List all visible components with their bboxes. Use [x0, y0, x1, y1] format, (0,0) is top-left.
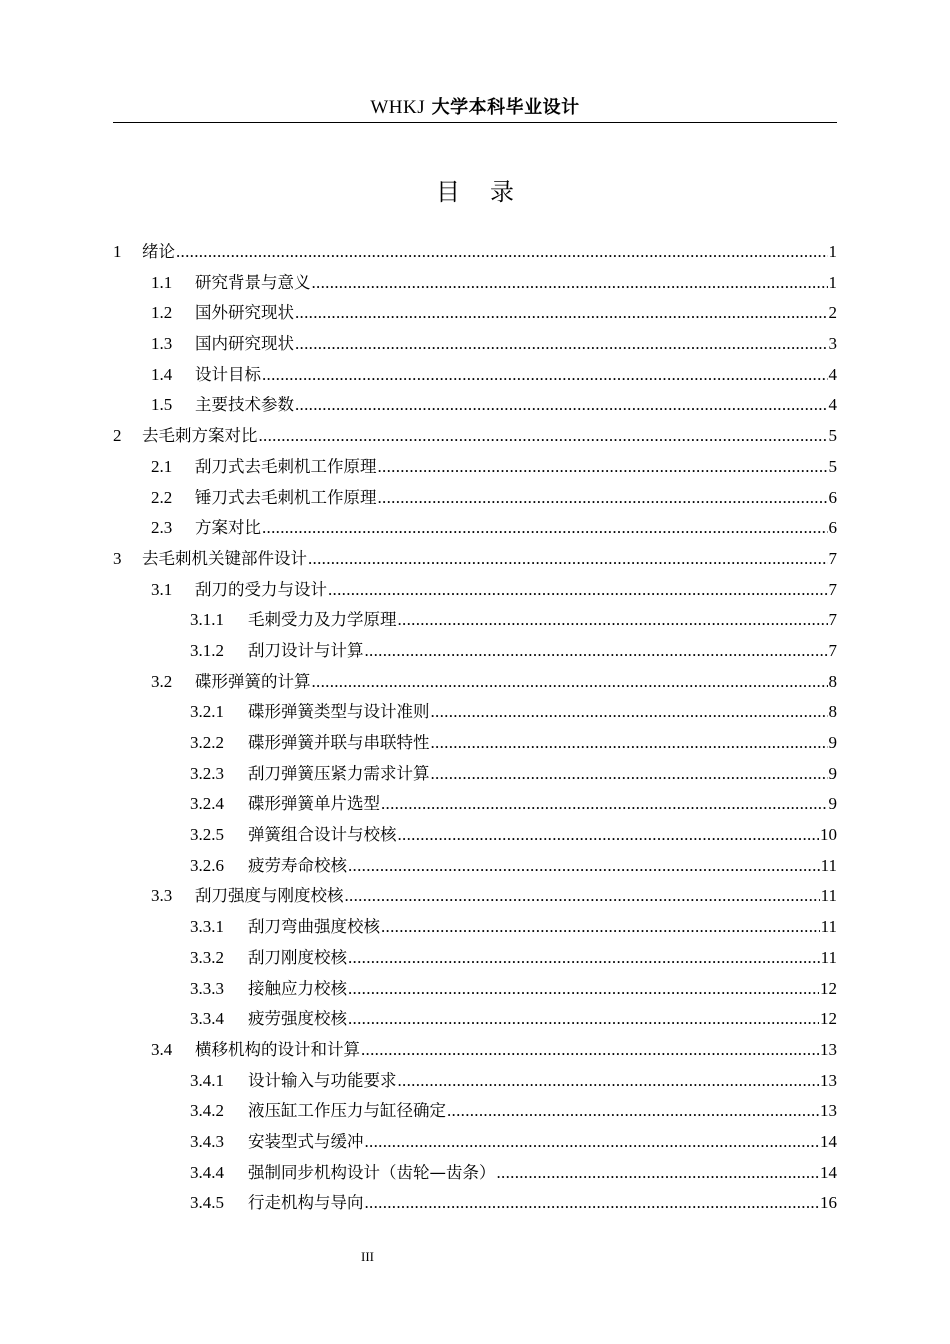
toc-entry[interactable] [113, 1066, 837, 1097]
toc-entry-label: 碟形弹簧单片选型 [248, 794, 380, 814]
toc-entry-number: 3.3.4 [190, 1009, 224, 1029]
toc-entry-page: 7 [828, 640, 837, 660]
toc-entry-page: 5 [828, 456, 837, 476]
toc-entry-label: 去毛刺机关键部件设计 [142, 548, 307, 568]
toc-entry-label: 国外研究现状 [195, 303, 294, 323]
toc-entry-label: 绪论 [142, 242, 175, 261]
toc-entry-page: 11 [820, 947, 837, 967]
toc-entry-page: 1 [828, 242, 837, 261]
toc-entry-page: 3 [828, 334, 837, 354]
toc-entry-label: 主要技术参数 [195, 395, 294, 415]
toc-entry-number: 3.2.5 [190, 825, 224, 845]
toc-dot-leader [381, 789, 828, 820]
toc-dot-leader [312, 268, 828, 299]
toc-entry-label: 横移机构的设计和计算 [195, 1039, 360, 1059]
toc-dot-leader [295, 329, 828, 360]
toc-entry[interactable] [113, 483, 837, 514]
toc-entry[interactable] [113, 605, 837, 636]
toc-entry-page: 8 [828, 702, 837, 722]
toc-entry[interactable] [113, 728, 837, 759]
toc-entry-page: 9 [828, 733, 837, 752]
toc-entry-number: 3.4.4 [190, 1162, 224, 1182]
toc-dot-leader [431, 759, 828, 790]
toc-dot-leader [348, 974, 819, 1005]
toc-entry-label: 刮刀的受力与设计 [195, 579, 327, 599]
toc-entry-label: 安装型式与缓冲 [248, 1131, 364, 1151]
toc-entry-page: 4 [828, 395, 837, 415]
toc-entry-page: 2 [828, 303, 837, 323]
toc-entry[interactable] [113, 1096, 837, 1127]
toc-dot-leader [365, 1188, 820, 1219]
toc-entry-number: 3.4.3 [190, 1131, 224, 1151]
toc-entry-label: 疲劳寿命校核 [248, 855, 347, 875]
toc-entry[interactable] [113, 237, 837, 268]
toc-dot-leader [398, 605, 828, 636]
header-title [370, 96, 579, 118]
toc-dot-leader [295, 298, 828, 329]
toc-entry-page: 9 [828, 763, 837, 783]
toc-entry[interactable] [113, 1004, 837, 1035]
toc-entry-page: 12 [820, 1009, 837, 1029]
toc-entry-page: 6 [828, 487, 837, 507]
toc-entry[interactable] [113, 1127, 837, 1158]
toc-entry-label: 研究背景与意义 [195, 272, 311, 292]
toc-entry-page: 11 [820, 855, 837, 875]
toc-entry-label: 刮刀弯曲强度校核 [248, 917, 380, 937]
toc-entry-label: 刮刀刚度校核 [248, 947, 347, 967]
toc-entry[interactable] [113, 390, 837, 421]
toc-dot-leader [378, 483, 828, 514]
toc-entry-number: 1.4 [151, 364, 173, 384]
toc-entry[interactable] [113, 329, 837, 360]
toc-entry-page: 13 [820, 1039, 837, 1059]
toc-entry-number: 1.5 [151, 395, 173, 415]
toc-dot-leader [365, 1127, 820, 1158]
toc-entry-number: 3.3.3 [190, 978, 224, 998]
toc-title: 目录 [436, 178, 544, 206]
toc-dot-leader [398, 1066, 820, 1097]
toc-entry[interactable] [113, 1188, 837, 1219]
toc-dot-leader [348, 943, 820, 974]
toc-entry[interactable] [113, 881, 837, 912]
toc-entry-number: 3.4.1 [190, 1070, 224, 1090]
toc-entry-number: 2.2 [151, 487, 173, 507]
toc-entry-number: 3.1.2 [190, 640, 224, 660]
toc-entry-number: 3.2.3 [190, 763, 224, 783]
toc-entry-number: 3 [113, 548, 122, 568]
toc-entry-label: 毛刺受力及力学原理 [248, 610, 397, 630]
toc-entry-label: 刮刀强度与刚度校核 [195, 886, 344, 906]
toc-entry-number: 3.2.1 [190, 702, 224, 722]
toc-entry[interactable] [113, 452, 837, 483]
toc-entry[interactable] [113, 851, 837, 882]
toc-dot-leader [431, 728, 828, 759]
toc-entry-page: 8 [828, 671, 837, 691]
toc-dot-leader [378, 452, 828, 483]
toc-entry-label: 疲劳强度校核 [248, 1009, 347, 1029]
toc-entry-number: 3.4 [151, 1039, 173, 1059]
toc-entry-page: 13 [820, 1101, 837, 1121]
toc-dot-leader [345, 881, 820, 912]
toc-dot-leader [361, 1035, 819, 1066]
toc-entry[interactable] [113, 636, 837, 667]
toc-entry-page: 4 [828, 364, 837, 384]
toc-dot-leader [295, 390, 828, 421]
toc-entry[interactable] [113, 1035, 837, 1066]
toc-entry[interactable] [113, 360, 837, 391]
toc-entry-page: 6 [828, 518, 837, 538]
toc-dot-leader [262, 360, 828, 391]
toc-entry-page: 16 [820, 1193, 837, 1213]
toc-entry[interactable] [113, 298, 837, 329]
toc-dot-leader [398, 820, 820, 851]
toc-entry-label: 强制同步机构设计（齿轮—齿条） [248, 1162, 496, 1182]
toc-entry-page: 10 [820, 825, 837, 845]
toc-entry[interactable] [113, 268, 837, 299]
toc-entry[interactable] [113, 974, 837, 1005]
toc-entry-label: 液压缸工作压力与缸径确定 [248, 1101, 446, 1121]
toc-entry[interactable] [113, 759, 837, 790]
toc-entry-number: 3.4.5 [190, 1193, 224, 1213]
toc-entry-number: 1.2 [151, 303, 173, 323]
toc-entry-number: 1.1 [151, 272, 173, 292]
toc-entry-page: 11 [820, 886, 837, 906]
toc-entry[interactable] [113, 789, 837, 820]
toc-entry-label: 国内研究现状 [195, 334, 294, 354]
toc-dot-leader [431, 697, 828, 728]
toc-entry-number: 3.1 [151, 579, 173, 599]
toc-dot-leader [447, 1096, 819, 1127]
toc-entry-label: 碟形弹簧并联与串联特性 [248, 733, 430, 752]
toc-entry-label: 接触应力校核 [248, 978, 347, 998]
toc-dot-leader [262, 513, 828, 544]
toc-entry[interactable] [113, 667, 837, 698]
toc-entry-page: 7 [828, 579, 837, 599]
toc-entry-number: 3.3 [151, 886, 173, 906]
toc-dot-leader [308, 544, 828, 575]
toc-entry[interactable] [113, 912, 837, 943]
toc-dot-leader [328, 575, 828, 606]
toc-entry-page: 14 [820, 1131, 837, 1151]
toc-entry-page: 1 [828, 272, 837, 292]
toc-entry[interactable] [113, 575, 837, 606]
toc-entry-label: 碟形弹簧类型与设计准则 [248, 702, 430, 722]
toc-dot-leader [381, 912, 820, 943]
toc-entry-label: 刮刀弹簧压紧力需求计算 [248, 763, 430, 783]
toc-entry-page: 9 [828, 794, 837, 814]
toc-entry-label: 锤刀式去毛刺机工作原理 [195, 487, 377, 507]
toc-entry-label: 方案对比 [195, 518, 261, 538]
toc-dot-leader [348, 1004, 819, 1035]
toc-entry-page: 12 [820, 978, 837, 998]
toc-entry[interactable] [113, 544, 837, 575]
toc-dot-leader [176, 237, 828, 268]
toc-entry[interactable] [113, 820, 837, 851]
toc-entry-number: 2.1 [151, 456, 173, 476]
toc-entry-page: 13 [820, 1070, 837, 1090]
toc-entry-label: 设计输入与功能要求 [248, 1070, 397, 1090]
toc-entry-page: 5 [828, 426, 837, 446]
toc-entry-label: 行走机构与导向 [248, 1193, 364, 1213]
toc-entry[interactable] [113, 421, 837, 452]
toc-entry-label: 设计目标 [195, 364, 261, 384]
toc-entry-number: 3.3.2 [190, 947, 224, 967]
toc-entry-label: 刮刀式去毛刺机工作原理 [195, 456, 377, 476]
toc-dot-leader [365, 636, 828, 667]
toc-entry-number: 1 [113, 242, 122, 261]
toc-entry[interactable] [113, 1158, 837, 1189]
toc-entry-number: 3.2.4 [190, 794, 224, 814]
toc-entry-number: 3.2.6 [190, 855, 224, 875]
toc-entry[interactable] [113, 697, 837, 728]
toc-list [113, 237, 837, 1219]
toc-dot-leader [497, 1158, 820, 1189]
toc-entry[interactable] [113, 943, 837, 974]
toc-entry-number: 2.3 [151, 518, 173, 538]
toc-entry-label: 碟形弹簧的计算 [195, 671, 311, 691]
toc-entry-page: 7 [828, 610, 837, 630]
toc-entry-number: 1.3 [151, 334, 173, 354]
toc-entry-number: 2 [113, 426, 122, 446]
toc-entry-page: 14 [820, 1162, 837, 1182]
toc-entry-number: 3.4.2 [190, 1101, 224, 1121]
toc-dot-leader [312, 667, 828, 698]
toc-dot-leader [348, 851, 820, 882]
running-header [113, 92, 837, 123]
toc-entry-page: 7 [828, 548, 837, 568]
toc-entry[interactable] [113, 513, 837, 544]
toc-dot-leader [259, 421, 828, 452]
toc-entry-page: 11 [820, 917, 837, 937]
toc-entry-number: 3.1.1 [190, 610, 224, 630]
toc-entry-number: 3.3.1 [190, 917, 224, 937]
toc-entry-label: 刮刀设计与计算 [248, 640, 364, 660]
toc-entry-number: 3.2 [151, 671, 173, 691]
header-cjk: 大学本科毕业设计 [431, 97, 580, 118]
toc-entry-label: 弹簧组合设计与校核 [248, 825, 397, 845]
toc-entry-number: 3.2.2 [190, 733, 224, 752]
page-number: III [361, 1249, 374, 1264]
toc-entry-label: 去毛刺方案对比 [142, 426, 258, 446]
header-latin: WHKJ [370, 97, 426, 118]
